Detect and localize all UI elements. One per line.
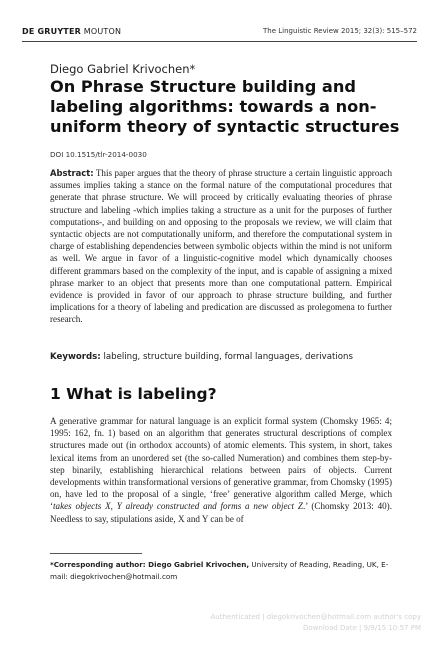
section-heading: 1 What is labeling? [50, 385, 217, 403]
page-header [22, 27, 417, 39]
journal-reference: The Linguistic Review 2015; 32(3): 515–572 [263, 27, 417, 35]
footnote-rule [50, 553, 142, 554]
publisher-name-bold: DE GRUYTER [22, 27, 81, 36]
publisher-name-rest: MOUTON [81, 27, 122, 36]
author-name: Diego Gabriel Krivochen* [50, 62, 196, 76]
abstract-text: This paper argues that the theory of phrase structure a certain linguistic approach assumes implies taking a stance on the formal nature of the computational procedures that generate that phrase structure. We will proceed by critically evaluating theories of phrase structure and labeling -which implies taking a structure as a unit for the purposes of further computations-, and building on and opposing to the proposals we review, we will claim that syntactic objects are not computationally uniform, and therefore the computational system in charge of establishing dependencies between symbolic objects within the mind is not uniform as well. We argue in favor of a linguistic-cognitive model which dynamically chooses different grammars based on the complexity of the input, and is capable of assigning a mixed phrase marker to an object that presents more than one computational pattern. Empirical evidence is provided in favor of our approach to phrase structure building, and further implications for a theory of labeling and predication are discussed as prolegomena to further research. [50, 168, 392, 325]
keywords [50, 352, 392, 362]
article-title: On Phrase Structure building and labeling algorithms: towards a non-uniform theory of syntactic structures [50, 77, 400, 136]
download-watermark [181, 612, 421, 634]
body-text-part1: A generative grammar for natural language is an explicit formal system (Chomsky 1965: 4; 1995: 162, fn. 1) based on an algorithm that generates structural descriptions of complex structures made out (in orthodox accounts) of atomic elements. This system, in short, takes lexical items from an unordered set (the so-called Numeration) and combines them step-by-step binarily, establishing hierarchical relations between pairs of objects. Current developments within transformational versions of generative grammar, from Chomsky (1995) on, have led to the proposal of a single, ‘free’ generative algorithm called Merge, which ‘ [50, 416, 392, 512]
body-paragraph [50, 415, 392, 525]
header-rule [22, 41, 417, 42]
footnote-text: University of Reading, Reading, UK, E-mail: diegokrivochen@hotmail.com [50, 560, 389, 581]
doi-line[interactable]: DOI 10.1515/tlr-2014-0030 [50, 150, 147, 159]
publisher-logo [22, 27, 121, 36]
watermark-line-2: Download Date | 9/9/15 10:57 PM [303, 624, 421, 632]
abstract-label: Abstract: [50, 168, 94, 178]
corresponding-author-footnote [50, 559, 392, 582]
watermark-line-1: Authenticated | diegokrivochen@hotmail.com author's copy [210, 613, 421, 621]
footnote-label: *Corresponding author: Diego Gabriel Krivochen, [50, 560, 250, 569]
body-text-italic: takes objects X, Y already constructed and forms a new object Z [53, 501, 303, 512]
keywords-label: Keywords: [50, 352, 101, 362]
body-text-part2: .’ (Chomsky 2013: 40). Needless to say, stipulations aside, X and Y can be of [50, 501, 392, 524]
keywords-text: labeling, structure building, formal languages, derivations [100, 352, 353, 362]
abstract [50, 167, 392, 326]
